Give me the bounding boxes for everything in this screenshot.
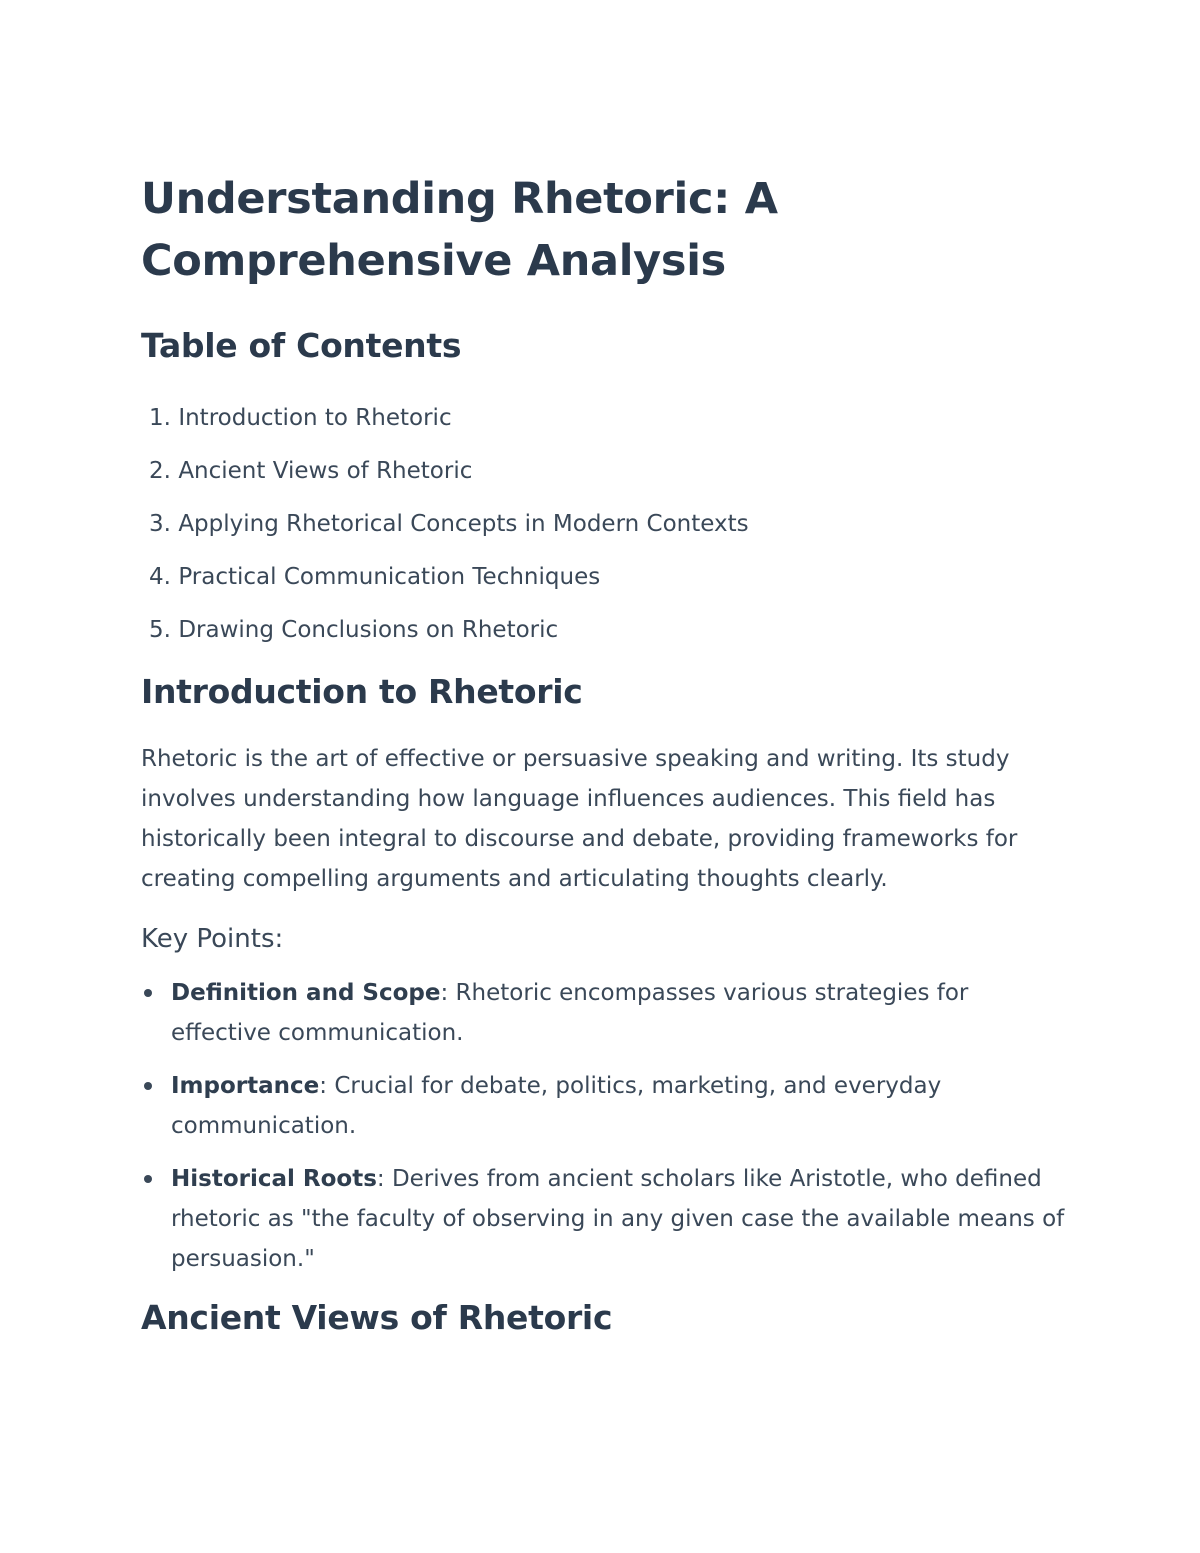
- toc-item-number: 5.: [149, 617, 171, 643]
- toc-item: [141, 604, 1071, 657]
- list-item: [141, 1066, 1071, 1146]
- key-points-list: [141, 973, 1071, 1279]
- list-item: [141, 1159, 1071, 1279]
- document-page: [141, 168, 1071, 1343]
- toc-item: [141, 498, 1071, 551]
- toc-item-label: Ancient Views of Rhetoric: [178, 458, 473, 484]
- section-heading-ancient-views: Ancient Views of Rhetoric: [141, 1298, 613, 1337]
- list-item: [141, 973, 1071, 1053]
- section-heading-introduction: Introduction to Rhetoric: [141, 672, 583, 711]
- toc-item: [141, 551, 1071, 604]
- bullet-icon: [144, 1082, 152, 1090]
- key-point-text: : Derives from ancient scholars like Aristotle, who defined rhetoric as "the faculty of observing in any given case the available means of persuasion.": [171, 1166, 1065, 1272]
- toc-list: [141, 392, 1071, 657]
- toc-item-label: Practical Communication Techniques: [178, 564, 601, 590]
- toc-item-label: Drawing Conclusions on Rhetoric: [178, 617, 559, 643]
- toc-item: [141, 445, 1071, 498]
- title-line-1: Understanding Rhetoric: A: [141, 174, 778, 224]
- toc-item: [141, 392, 1071, 445]
- toc-item-number: 1.: [149, 405, 171, 431]
- title-line-2: Comprehensive Analysis: [141, 236, 726, 286]
- key-point-term: Importance: [171, 1073, 320, 1099]
- toc-item-number: 4.: [149, 564, 171, 590]
- key-point-text: : Crucial for debate, politics, marketing, and everyday communication.: [171, 1073, 942, 1139]
- key-point-term: Historical Roots: [171, 1166, 377, 1192]
- toc-item-number: 2.: [149, 458, 171, 484]
- bullet-icon: [144, 989, 152, 997]
- toc-item-label: Introduction to Rhetoric: [178, 405, 452, 431]
- toc-item-number: 3.: [149, 511, 171, 537]
- intro-paragraph: Rhetoric is the art of effective or persuasive speaking and writing. Its study involves understanding how language influences audiences. This field has historically been integral to discourse and debate, providing frameworks for creating compelling arguments and articulating thoughts clearly.: [141, 746, 1018, 892]
- document-title: [141, 168, 1071, 292]
- key-point-text: : Rhetoric encompasses various strategies for effective communication.: [171, 980, 969, 1046]
- toc-item-label: Applying Rhetorical Concepts in Modern Contexts: [178, 511, 749, 537]
- toc-heading: Table of Contents: [141, 326, 462, 365]
- key-point-term: Definition and Scope: [171, 980, 441, 1006]
- bullet-icon: [144, 1175, 152, 1183]
- key-points-heading: Key Points:: [141, 924, 284, 954]
